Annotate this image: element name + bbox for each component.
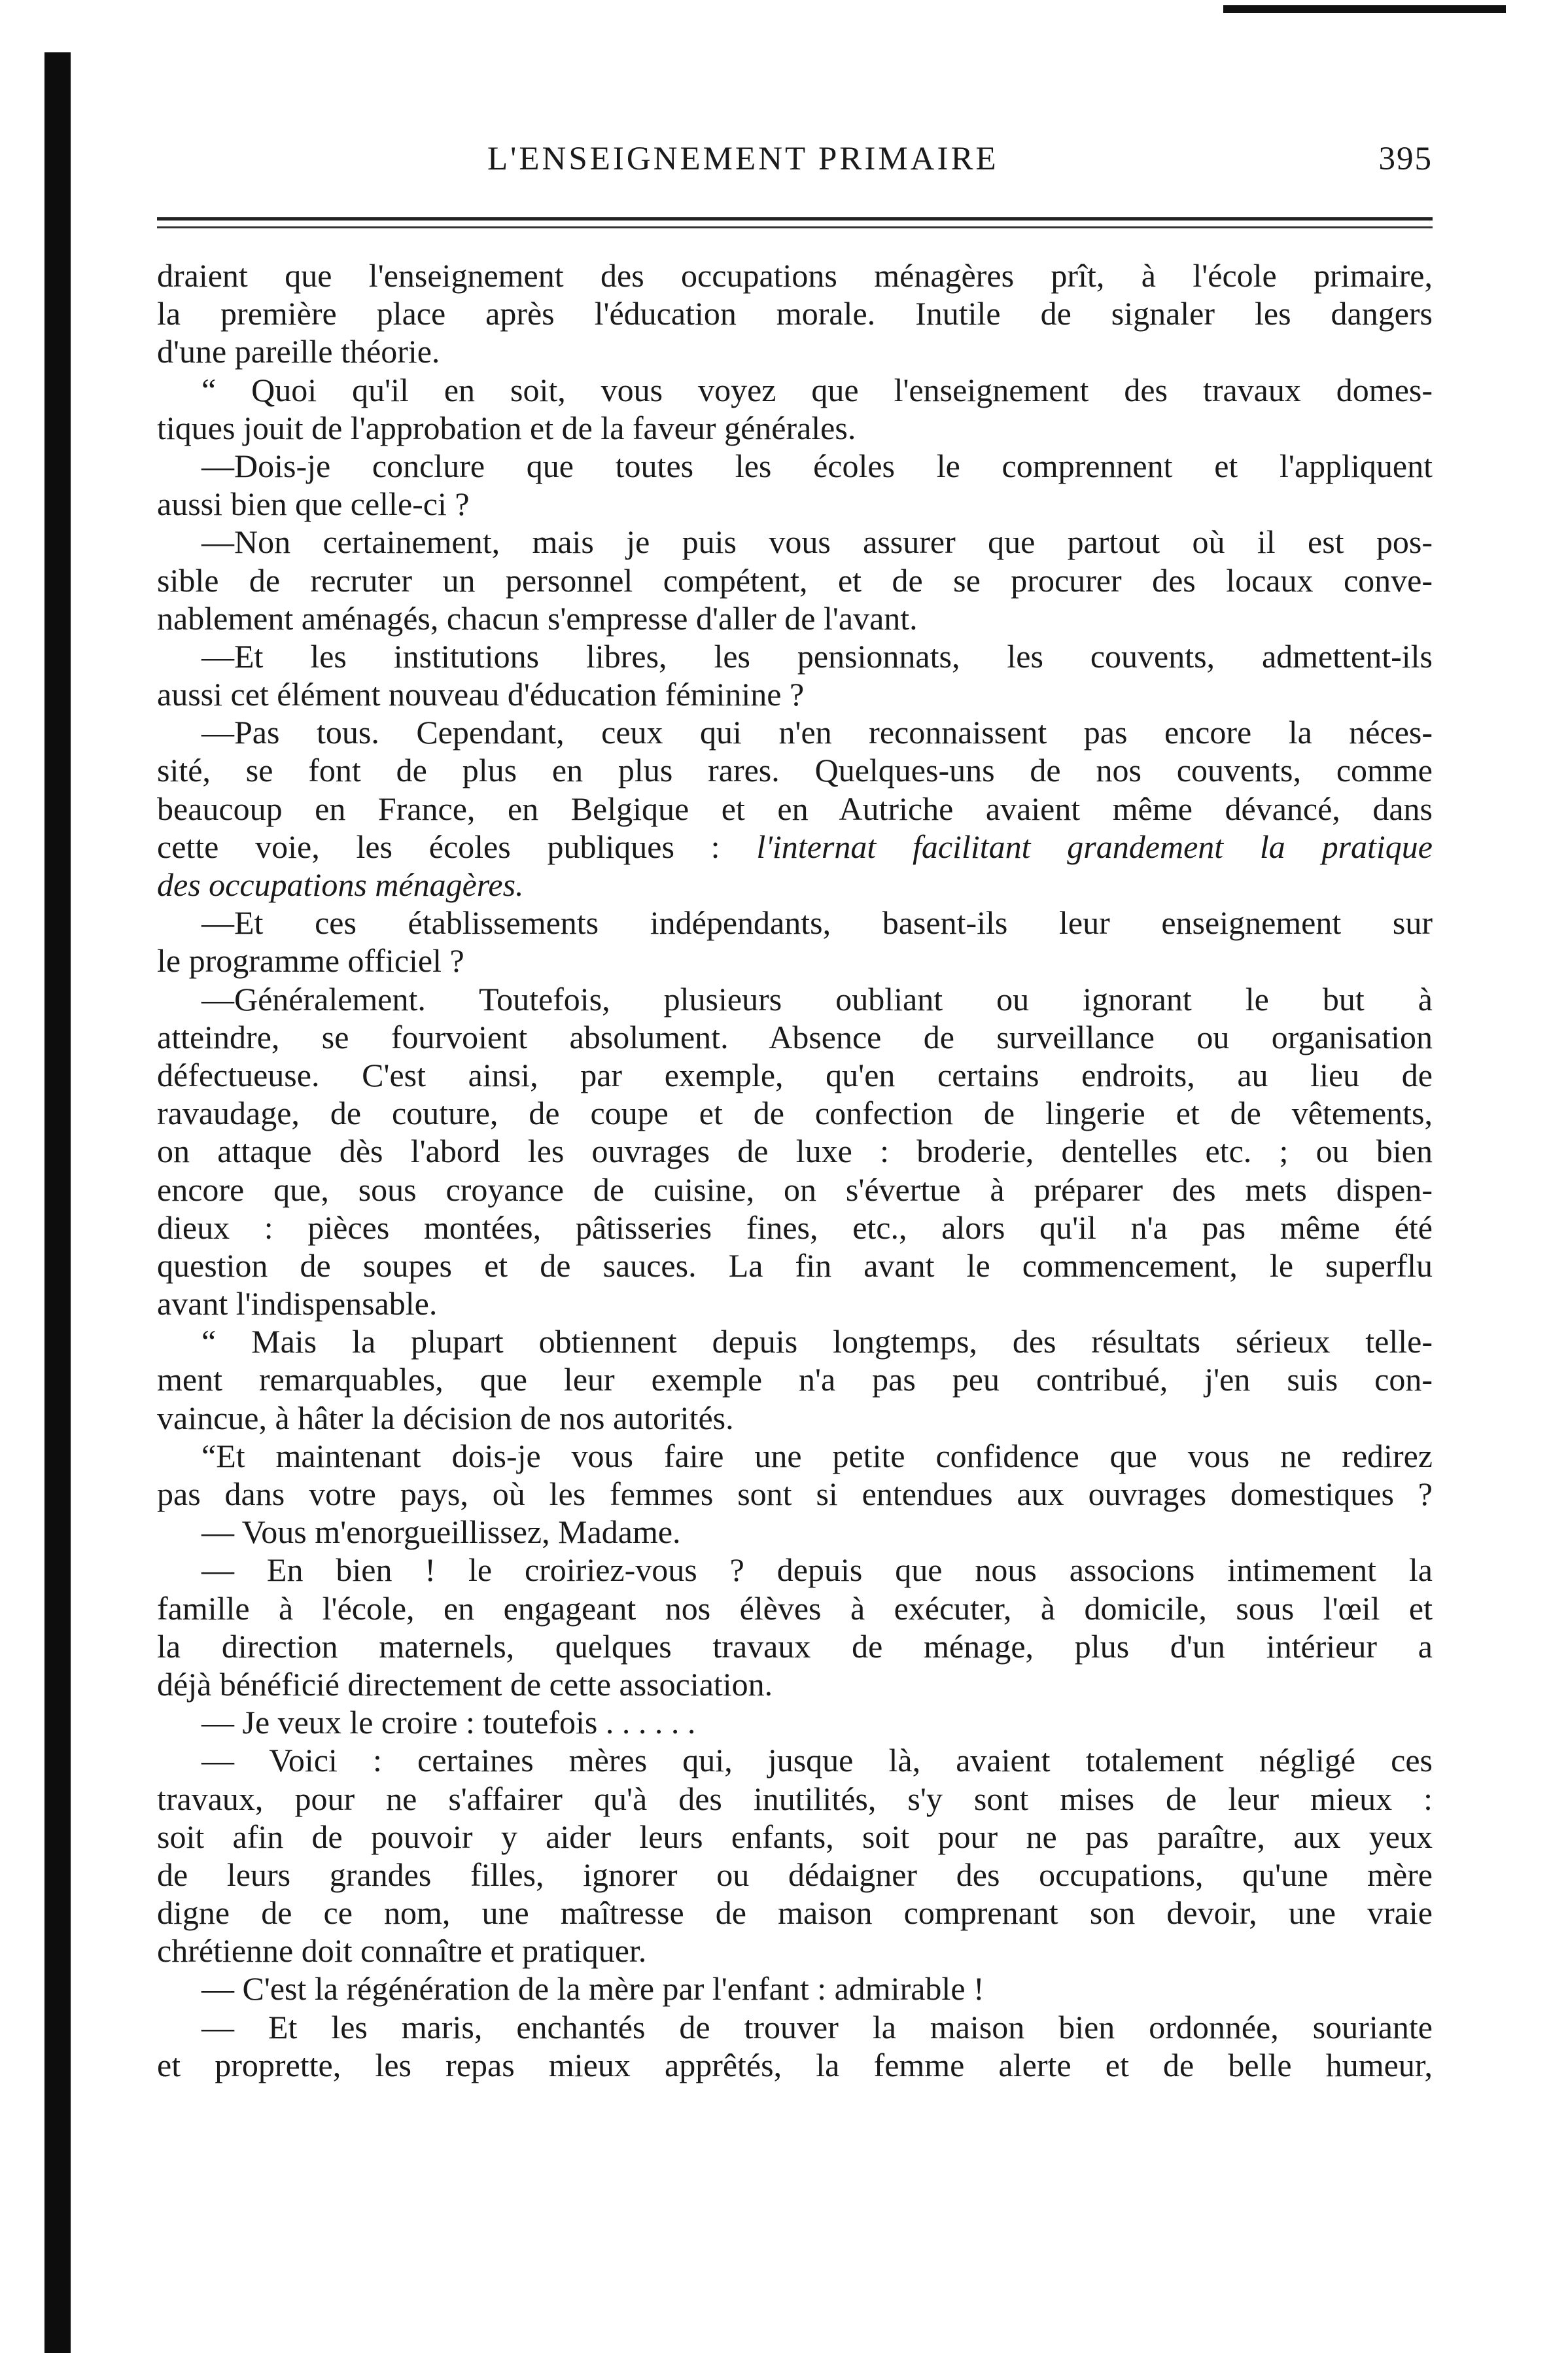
text-line: nablement aménagés, chacun s'empresse d'aller de l'avant.: [157, 599, 918, 637]
text-line: ravaudage, de couture, de coupe et de confection de lingerie et de vêtements,: [157, 1095, 1433, 1132]
text-line: chrétienne doit connaître et pratiquer.: [157, 1932, 647, 1970]
text-line: sité, se font de plus en plus rares. Quelques-uns de nos couvents, comme: [157, 752, 1433, 789]
text-line: question de soupes et de sauces. La fin avant le commencement, le superflu: [157, 1247, 1433, 1284]
text-line: travaux, pour ne s'affairer qu'à des inutilités, s'y sont mises de leur mieux :: [157, 1780, 1433, 1817]
text-line: [157, 866, 1433, 904]
text-line: ment remarquables, que leur exemple n'a pas peu contribué, j'en suis con-: [157, 1361, 1433, 1398]
italic-segment: l'internat facilitant grandement la pratique: [756, 828, 1433, 865]
text-line: tiques jouit de l'approbation et de la faveur générales.: [157, 409, 856, 446]
text-line: la direction maternels, quelques travaux de ménage, plus d'un intérieur a: [157, 1627, 1433, 1665]
text-line: —Dois-je conclure que toutes les écoles le comprennent et l'appliquent: [201, 447, 1433, 484]
text-line: vaincue, à hâter la décision de nos autorités.: [157, 1399, 734, 1436]
header-rule-thin: [157, 226, 1433, 228]
header-rule: [157, 217, 1433, 221]
text-line: —Non certainement, mais je puis vous assurer que partout où il est pos-: [201, 523, 1433, 561]
text-line: —Et les institutions libres, les pensionnats, les couvents, admettent-ils: [201, 637, 1433, 675]
text-line: “Et maintenant dois-je vous faire une petite confidence que vous ne redirez: [201, 1437, 1433, 1474]
text-line: —Généralement. Toutefois, plusieurs oubliant ou ignorant le but à: [201, 980, 1433, 1017]
text-line: —Pas tous. Cependant, ceux qui n'en reconnaissent pas encore la néces-: [201, 714, 1433, 751]
text-line: draient que l'enseignement des occupations ménagères prît, à l'école primaire,: [157, 257, 1433, 294]
text-line: aussi cet élément nouveau d'éducation féminine ?: [157, 676, 805, 713]
binding-edge: [44, 52, 71, 2353]
text-line: défectueuse. C'est ainsi, par exemple, qu'en certains endroits, au lieu de: [157, 1056, 1433, 1093]
text-line: —Et ces établissements indépendants, basent-ils leur enseignement sur: [201, 904, 1433, 942]
text-line: — Voici : certaines mères qui, jusque là, avaient totalement négligé ces: [201, 1742, 1433, 1779]
text-line: encore que, sous croyance de cuisine, on s'évertue à préparer des mets dispen-: [157, 1171, 1433, 1208]
text-line: digne de ce nom, une maîtresse de maison comprenant son devoir, une vraie: [157, 1894, 1433, 1932]
scan-top-rule: [1223, 5, 1506, 13]
text-line: la première place après l'éducation morale. Inutile de signaler les dangers: [157, 295, 1433, 332]
text-line: — En bien ! le croiriez-vous ? depuis que nous associons intimement la: [201, 1551, 1433, 1589]
text-segment: cette voie, les écoles publiques :: [157, 828, 720, 865]
text-line: aussi bien que celle-ci ?: [157, 486, 470, 523]
text-line: pas dans votre pays, où les femmes sont si entendues aux ouvrages domestiques ?: [157, 1476, 1433, 1512]
page-header: [157, 140, 1433, 192]
text-line: dieux : pièces montées, pâtisseries fines, etc., alors qu'il n'a pas même été: [157, 1209, 1433, 1246]
text-line: beaucoup en France, en Belgique et en Autriche avaient même dévancé, dans: [157, 790, 1433, 827]
text-line: on attaque dès l'abord les ouvrages de luxe : broderie, dentelles etc. ; ou bien: [157, 1133, 1433, 1170]
text-line: et proprette, les repas mieux apprêtés, la femme alerte et de belle humeur,: [157, 2046, 1433, 2083]
text-line: “ Mais la plupart obtiennent depuis longtemps, des résultats sérieux telle-: [201, 1323, 1433, 1360]
text-line: soit afin de pouvoir y aider leurs enfants, soit pour ne pas paraître, aux yeux: [157, 1818, 1433, 1855]
text-line: avant l'indispensable.: [157, 1285, 438, 1322]
text-line: famille à l'école, en engageant nos élèves à exécuter, à domicile, sous l'œil et: [157, 1589, 1433, 1627]
text-line: sible de recruter un personnel compétent, et de se procurer des locaux conve-: [157, 561, 1433, 599]
text-line: atteindre, se fourvoient absolument. Absence de surveillance ou organisation: [157, 1018, 1433, 1055]
text-line: le programme officiel ?: [157, 942, 464, 980]
text-line: déjà bénéficié directement de cette association.: [157, 1665, 773, 1703]
text-line: — C'est la régénération de la mère par l'enfant : admirable !: [201, 1970, 984, 2008]
text-line: — Vous m'enorgueillissez, Madame.: [201, 1513, 681, 1551]
text-line: [157, 828, 1433, 866]
text-line: — Je veux le croire : toutefois . . . . . .: [201, 1704, 696, 1741]
page-number: 395: [1378, 141, 1433, 177]
text-line: d'une pareille théorie.: [157, 333, 440, 370]
text-line: de leurs grandes filles, ignorer ou dédaigner des occupations, qu'une mère: [157, 1856, 1433, 1893]
body-text: [157, 257, 1433, 2084]
text-line: — Et les maris, enchantés de trouver la maison bien ordonnée, souriante: [201, 2008, 1433, 2045]
text-line: “ Quoi qu'il en soit, vous voyez que l'enseignement des travaux domes-: [201, 371, 1433, 408]
italic-segment: des occupations ménagères.: [157, 866, 524, 903]
running-title: L'ENSEIGNEMENT PRIMAIRE: [487, 141, 999, 177]
